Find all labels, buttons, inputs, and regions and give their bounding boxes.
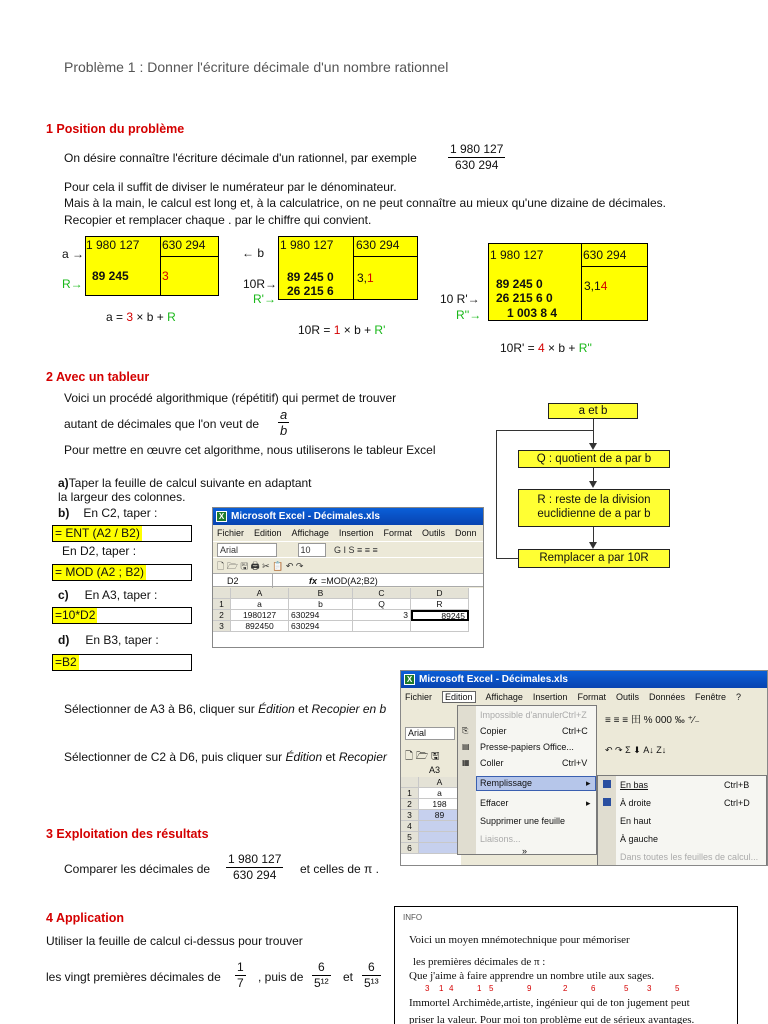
div2-row2: 26 215 6 bbox=[287, 284, 334, 298]
section-2-heading: 2 Avec un tableur bbox=[46, 370, 150, 384]
step-label: b) bbox=[58, 506, 70, 520]
step-text: En A3, taper : bbox=[84, 588, 158, 602]
eq-text: × b + bbox=[340, 323, 375, 337]
corner-cell[interactable] bbox=[401, 777, 419, 788]
info-box bbox=[394, 906, 738, 1024]
div2-10r-label: 10R→ bbox=[243, 277, 278, 291]
menu-donnees[interactable]: Données bbox=[648, 692, 686, 702]
eq-quotient: 4 bbox=[538, 341, 545, 355]
menu-expand-icon[interactable]: » bbox=[522, 846, 528, 856]
s2-para2: autant de décimales que l'on veut de bbox=[64, 417, 260, 431]
s3-text: Comparer les décimales de bbox=[64, 862, 211, 876]
step-a bbox=[58, 476, 312, 490]
cell[interactable]: 3 bbox=[353, 610, 411, 621]
fx-icon: fx bbox=[309, 576, 318, 586]
div3-denominator: 630 294 bbox=[583, 248, 627, 262]
format-buttons[interactable]: ≡ ≡ ≡ 田 % 000 ‰ ⁺⁄₋ bbox=[605, 715, 700, 726]
menu-item-clipboard[interactable]: Presse-papiers Office... bbox=[480, 742, 574, 752]
menu-insertion[interactable]: Insertion bbox=[532, 692, 568, 702]
cell[interactable]: 630294 bbox=[289, 621, 353, 632]
div2-rprime-label: R'→ bbox=[253, 292, 276, 306]
flow-connector bbox=[593, 527, 594, 543]
step-text: En C2, taper : bbox=[83, 506, 158, 520]
excel-window-2 bbox=[400, 670, 768, 866]
excel-app-icon: X bbox=[404, 674, 415, 685]
cell-selected[interactable] bbox=[419, 843, 461, 854]
row-header[interactable]: 5 bbox=[401, 832, 419, 843]
instr-text: et bbox=[294, 702, 312, 716]
pi-digits bbox=[395, 984, 735, 994]
menu-item-clear[interactable]: Effacer bbox=[480, 798, 509, 808]
font-select[interactable]: Arial bbox=[217, 543, 277, 557]
pi-digit: 4 bbox=[449, 984, 454, 993]
flow-loop-line bbox=[496, 558, 518, 559]
menu-item-fill-down[interactable]: En bas bbox=[620, 780, 649, 790]
flow-arrow bbox=[589, 542, 597, 549]
section-4-heading: 4 Application bbox=[46, 911, 125, 925]
div2-denominator: 630 294 bbox=[356, 238, 400, 252]
div1-denominator: 630 294 bbox=[162, 238, 206, 252]
step-d bbox=[58, 633, 159, 647]
row-header[interactable]: 2 bbox=[213, 610, 231, 621]
menu-item-fill-left[interactable]: À gauche bbox=[620, 834, 659, 844]
s1-para3: Recopier et remplacer chaque . par le chiffre qui convient. bbox=[64, 213, 372, 227]
formula-bar bbox=[213, 573, 483, 587]
cell[interactable]: 198 bbox=[419, 799, 461, 810]
excel-menubar bbox=[213, 525, 483, 541]
step-text: En B3, taper : bbox=[85, 633, 159, 647]
s1-intro: On désire connaître l'écriture décimale d'un rationnel, par exemple bbox=[64, 151, 417, 165]
flow-arrow bbox=[589, 443, 597, 450]
name-box[interactable]: A3 bbox=[429, 765, 441, 775]
fill-submenu bbox=[597, 775, 767, 866]
col-header[interactable]: B bbox=[289, 588, 353, 599]
menu-item-links[interactable]: Liaisons... bbox=[480, 834, 521, 844]
section-3-heading: 3 Exploitation des résultats bbox=[46, 827, 209, 841]
fraction-numerator: 6 bbox=[362, 960, 381, 976]
select-instruction-2 bbox=[64, 750, 387, 764]
submenu-arrow-icon: ▸ bbox=[586, 798, 591, 808]
excel-titlebar bbox=[401, 671, 767, 688]
pi-digit: 3 bbox=[425, 984, 430, 993]
s4-and: et bbox=[343, 970, 354, 984]
eq-text: 10R' = bbox=[500, 341, 535, 355]
step-b bbox=[58, 506, 157, 520]
step-label: d) bbox=[58, 633, 70, 647]
cell[interactable]: a bbox=[419, 788, 461, 799]
excel-std-toolbar[interactable]: 🗋 🗁 🖫 🖨 ✂ 📋 ↶ ↷ bbox=[213, 557, 483, 573]
std-buttons[interactable]: ↶ ↷ Σ ⬇ A↓ Z↓ bbox=[605, 745, 667, 755]
flow-connector bbox=[593, 419, 594, 444]
instr-menu: Recopier bbox=[338, 750, 387, 764]
step-a-cont: la largeur des colonnes. bbox=[58, 490, 186, 504]
quot-digits: 3,1 bbox=[584, 279, 601, 293]
menu-fichier[interactable]: Fichier bbox=[217, 528, 245, 538]
instr-menu: Recopier en b bbox=[311, 702, 387, 716]
eq-text: × b + bbox=[544, 341, 579, 355]
format-buttons[interactable]: G I S ≡ ≡ ≡ bbox=[334, 545, 378, 555]
menu-insertion[interactable]: Insertion bbox=[338, 528, 374, 538]
step-text: Taper la feuille de calcul suivante en adaptant bbox=[68, 476, 312, 490]
flow-step-remainder: R : reste de la division euclidienne de a par b bbox=[518, 489, 670, 527]
s4-mid: , puis de bbox=[258, 970, 304, 984]
quot-new-digit: 1 bbox=[367, 271, 374, 285]
s4-fraction-3 bbox=[362, 960, 381, 991]
menu-item-fill-right[interactable]: À droite bbox=[620, 798, 652, 808]
cell[interactable]: a bbox=[231, 599, 289, 610]
fraction-denominator: 7 bbox=[237, 976, 244, 990]
div2-equation bbox=[298, 323, 385, 337]
s4-fraction-1 bbox=[235, 960, 246, 991]
pi-digit: 2 bbox=[563, 984, 568, 993]
instr-text: Sélectionner de A3 à B6, cliquer sur bbox=[64, 702, 259, 716]
cell[interactable]: R bbox=[411, 599, 469, 610]
s2-para3: Pour mettre en œuvre cet algorithme, nous utiliserons le tableur Excel bbox=[64, 443, 436, 457]
pi-digit: 9 bbox=[527, 984, 532, 993]
font-select[interactable]: Arial bbox=[405, 727, 455, 740]
s4-para1: Utiliser la feuille de calcul ci-dessus pour trouver bbox=[46, 934, 303, 948]
fraction-numerator: 1 980 127 bbox=[450, 142, 504, 156]
pi-digit: 5 bbox=[489, 984, 494, 993]
flow-connector bbox=[593, 468, 594, 482]
div3-row1: 89 245 0 bbox=[496, 277, 543, 291]
cell[interactable]: 630294 bbox=[289, 610, 353, 621]
info-mnemonic-2: Immortel Archimède,artiste, ingénieur qui de ton jugement peut bbox=[409, 997, 690, 1009]
div1-quotient: 3 bbox=[162, 269, 169, 283]
div1-numerator: 1 980 127 bbox=[86, 238, 140, 252]
menu-format[interactable]: Format bbox=[577, 692, 606, 702]
div3-rsecond-label: R''→ bbox=[456, 308, 482, 322]
div1-remainder: 89 245 bbox=[92, 269, 129, 283]
select-instruction-1 bbox=[64, 702, 386, 716]
s3-fraction bbox=[226, 852, 283, 883]
cell-selected[interactable]: 89245 bbox=[411, 610, 469, 621]
div2-quotient bbox=[357, 271, 374, 285]
div3-row2: 26 215 6 0 bbox=[496, 291, 553, 305]
menu-outils[interactable]: Outils bbox=[615, 692, 639, 702]
fraction-numerator: a bbox=[280, 407, 288, 422]
s1-fraction bbox=[448, 142, 505, 173]
excel-title: Microsoft Excel - Décimales.xls bbox=[419, 674, 568, 685]
s3-text2: et celles de π . bbox=[300, 862, 379, 876]
pi-digit: 6 bbox=[591, 984, 596, 993]
menu-donnees[interactable]: Donn bbox=[454, 528, 477, 538]
size-select[interactable]: 10 bbox=[298, 543, 326, 557]
flow-step-replace: Remplacer a par 10R bbox=[518, 549, 670, 568]
menu-affichage[interactable]: Affichage bbox=[291, 528, 329, 538]
row-header[interactable]: 6 bbox=[401, 843, 419, 854]
instr-menu: Édition bbox=[258, 702, 295, 716]
div2-numerator: 1 980 127 bbox=[280, 238, 334, 252]
eq-remainder: R' bbox=[374, 323, 386, 337]
excel-format-toolbar bbox=[213, 541, 483, 557]
cell[interactable]: Q bbox=[353, 599, 411, 610]
submenu-arrow-icon: ▸ bbox=[586, 778, 591, 788]
div2-row1: 89 245 0 bbox=[287, 270, 334, 284]
s4-para2: les vingt premières décimales de bbox=[46, 970, 221, 984]
clipboard-icon: ▤ bbox=[462, 742, 470, 751]
eq-remainder: R bbox=[167, 310, 176, 324]
excel-app-icon: X bbox=[216, 511, 227, 522]
s4-fraction-2 bbox=[312, 960, 331, 991]
quot-digits: 3, bbox=[357, 271, 368, 285]
fraction-denominator: 5¹² bbox=[314, 976, 329, 990]
row-header[interactable]: 1 bbox=[401, 788, 419, 799]
shortcut: Ctrl+B bbox=[724, 780, 750, 790]
cell[interactable]: 892450 bbox=[231, 621, 289, 632]
corner-cell[interactable] bbox=[213, 588, 231, 599]
cell[interactable] bbox=[411, 621, 469, 632]
cell-selected[interactable] bbox=[419, 821, 461, 832]
div3-numerator: 1 980 127 bbox=[490, 248, 544, 262]
std-toolbar-icons[interactable]: 🗋 🗁 🖫 bbox=[405, 751, 440, 762]
div3-quotient bbox=[584, 279, 607, 293]
div3-row3: 1 003 8 4 bbox=[507, 306, 558, 320]
cell-selected[interactable]: 89 bbox=[419, 810, 461, 821]
shortcut: Ctrl+D bbox=[724, 798, 750, 808]
spreadsheet-grid bbox=[213, 588, 484, 648]
col-header[interactable]: D bbox=[411, 588, 469, 599]
s1-para2: Mais à la main, le calcul est long et, à la calculatrice, on ne peut connaître au mieux qu'une dizaine de décimales. bbox=[64, 196, 666, 210]
menu-item-fill-up[interactable]: En haut bbox=[620, 816, 652, 826]
cell[interactable] bbox=[353, 621, 411, 632]
instr-text: et bbox=[322, 750, 339, 764]
row-header[interactable]: 1 bbox=[213, 599, 231, 610]
menu-affichage[interactable]: Affichage bbox=[485, 692, 523, 702]
menu-item-paste[interactable]: Coller bbox=[480, 758, 504, 768]
info-line-1: Voici un moyen mnémotechnique pour mémoriser bbox=[409, 934, 630, 946]
div1-equation bbox=[106, 310, 176, 324]
div3-10rprime-label: 10 R'→ bbox=[440, 292, 480, 306]
col-header[interactable]: A bbox=[419, 777, 461, 788]
shortcut: Ctrl+V bbox=[562, 758, 588, 768]
cell[interactable]: 1980127 bbox=[231, 610, 289, 621]
flow-step-quotient: Q : quotient de a par b bbox=[518, 450, 670, 468]
edition-dropdown-menu bbox=[457, 705, 597, 855]
menu-item-fill-sheets[interactable]: Dans toutes les feuilles de calcul... bbox=[620, 852, 759, 862]
menu-help[interactable]: ? bbox=[736, 692, 742, 702]
formula-text: =B2 bbox=[55, 655, 77, 669]
step-d2: En D2, taper : bbox=[62, 544, 137, 558]
menu-fenetre[interactable]: Fenêtre bbox=[695, 692, 727, 702]
fraction-denominator: b bbox=[280, 423, 288, 438]
menu-item-fill[interactable]: Remplissage bbox=[480, 778, 533, 788]
div3-equation bbox=[500, 341, 592, 355]
fraction-numerator: 1 bbox=[237, 960, 244, 974]
menu-fichier[interactable]: Fichier bbox=[405, 692, 433, 702]
menu-outils[interactable]: Outils bbox=[421, 528, 445, 538]
pi-digit: 3 bbox=[647, 984, 652, 993]
eq-text: a = bbox=[106, 310, 124, 324]
s2-para1: Voici un procédé algorithmique (répétitif) qui permet de trouver bbox=[64, 391, 397, 405]
spreadsheet-grid-2 bbox=[401, 777, 461, 866]
fill-down-icon bbox=[603, 780, 611, 788]
eq-quotient: 1 bbox=[333, 323, 341, 337]
name-box[interactable]: D2 bbox=[215, 574, 273, 588]
formula-input[interactable]: =MOD(A2;B2) bbox=[321, 576, 378, 586]
eq-text: 10R = bbox=[298, 323, 331, 337]
row-header[interactable]: 3 bbox=[213, 621, 231, 632]
menu-item-undo[interactable]: Impossible d'annuler bbox=[480, 710, 563, 720]
formula-text: =10*D2 bbox=[55, 608, 96, 622]
menu-format[interactable]: Format bbox=[383, 528, 412, 538]
row-header[interactable]: 4 bbox=[401, 821, 419, 832]
flow-loop-line bbox=[496, 430, 497, 559]
eq-text: × b + bbox=[133, 310, 168, 324]
menu-item-delete-sheet[interactable]: Supprimer une feuille bbox=[480, 816, 566, 826]
quot-new-digit: 4 bbox=[600, 279, 608, 293]
flow-step-input: a et b bbox=[548, 403, 638, 419]
menu-item-copy[interactable]: Copier bbox=[480, 726, 507, 736]
pi-digit: 1 bbox=[439, 984, 444, 993]
page-title: Problème 1 : Donner l'écriture décimale d'un nombre rationnel bbox=[64, 59, 449, 75]
shortcut: Ctrl+C bbox=[562, 726, 588, 736]
fraction-denominator: 630 294 bbox=[455, 158, 499, 172]
instr-menu: Édition bbox=[285, 750, 323, 764]
fill-right-icon bbox=[603, 798, 611, 806]
paste-icon: ▦ bbox=[462, 758, 470, 767]
row-header[interactable]: 3 bbox=[401, 810, 419, 821]
eq-remainder: R'' bbox=[578, 341, 592, 355]
excel-title: Microsoft Excel - Décimales.xls bbox=[231, 511, 380, 522]
pi-digit: 1 bbox=[477, 984, 482, 993]
copy-icon: ⎘ bbox=[462, 726, 469, 735]
s1-para1: Pour cela il suffit de diviser le numérateur par le dénominateur. bbox=[64, 180, 397, 194]
cell-selected[interactable] bbox=[419, 832, 461, 843]
menu-edition[interactable]: Edition bbox=[442, 691, 476, 703]
menu-edition[interactable]: Edition bbox=[254, 528, 282, 538]
menu-icon-gutter bbox=[598, 776, 616, 866]
row-header[interactable]: 2 bbox=[401, 799, 419, 810]
section-1-heading: 1 Position du problème bbox=[46, 122, 185, 136]
div1-r-label: R→ bbox=[62, 277, 83, 291]
excel-menubar bbox=[401, 688, 767, 706]
fraction-numerator: 1 980 127 bbox=[228, 852, 282, 866]
instr-text: Sélectionner de C2 à D6, puis cliquer sur bbox=[64, 750, 286, 764]
col-header[interactable]: A bbox=[231, 588, 289, 599]
info-mnemonic-1: Que j'aime à faire apprendre un nombre utile aux sages. bbox=[409, 970, 655, 982]
fraction-denominator: 630 294 bbox=[233, 868, 277, 882]
info-tag: INFO bbox=[403, 913, 423, 922]
formula-text: = ENT (A2 / B2) bbox=[55, 526, 140, 540]
info-line-2: les premières décimales de π : bbox=[413, 956, 546, 968]
info-mnemonic-3: priser la valeur. Pour moi ton problème eut de sérieux avantages. bbox=[409, 1014, 695, 1024]
flow-loop-line bbox=[496, 430, 593, 431]
eq-quotient: 3 bbox=[126, 310, 134, 324]
pi-digit: 5 bbox=[624, 984, 629, 993]
flow-arrow bbox=[589, 481, 597, 488]
cell[interactable]: b bbox=[289, 599, 353, 610]
formula-b3 bbox=[52, 654, 192, 671]
div2-b-label: ← b bbox=[242, 246, 265, 260]
fraction-numerator: 6 bbox=[312, 960, 331, 976]
step-label: a) bbox=[58, 476, 69, 490]
s2-fraction bbox=[278, 407, 289, 438]
excel-window-1 bbox=[212, 507, 484, 648]
div1-a-label: a → bbox=[62, 247, 85, 261]
pi-digit: 5 bbox=[675, 984, 680, 993]
formula-text: = MOD (A2 ; B2) bbox=[55, 565, 145, 579]
excel-titlebar bbox=[213, 508, 483, 525]
formula-d2 bbox=[52, 564, 192, 581]
shortcut: Ctrl+Z bbox=[562, 710, 587, 720]
step-label: c) bbox=[58, 588, 69, 602]
col-header[interactable]: C bbox=[353, 588, 411, 599]
formula-c2 bbox=[52, 525, 192, 542]
fraction-denominator: 5¹³ bbox=[364, 976, 379, 990]
formula-a3 bbox=[52, 607, 192, 624]
step-c bbox=[58, 588, 157, 602]
